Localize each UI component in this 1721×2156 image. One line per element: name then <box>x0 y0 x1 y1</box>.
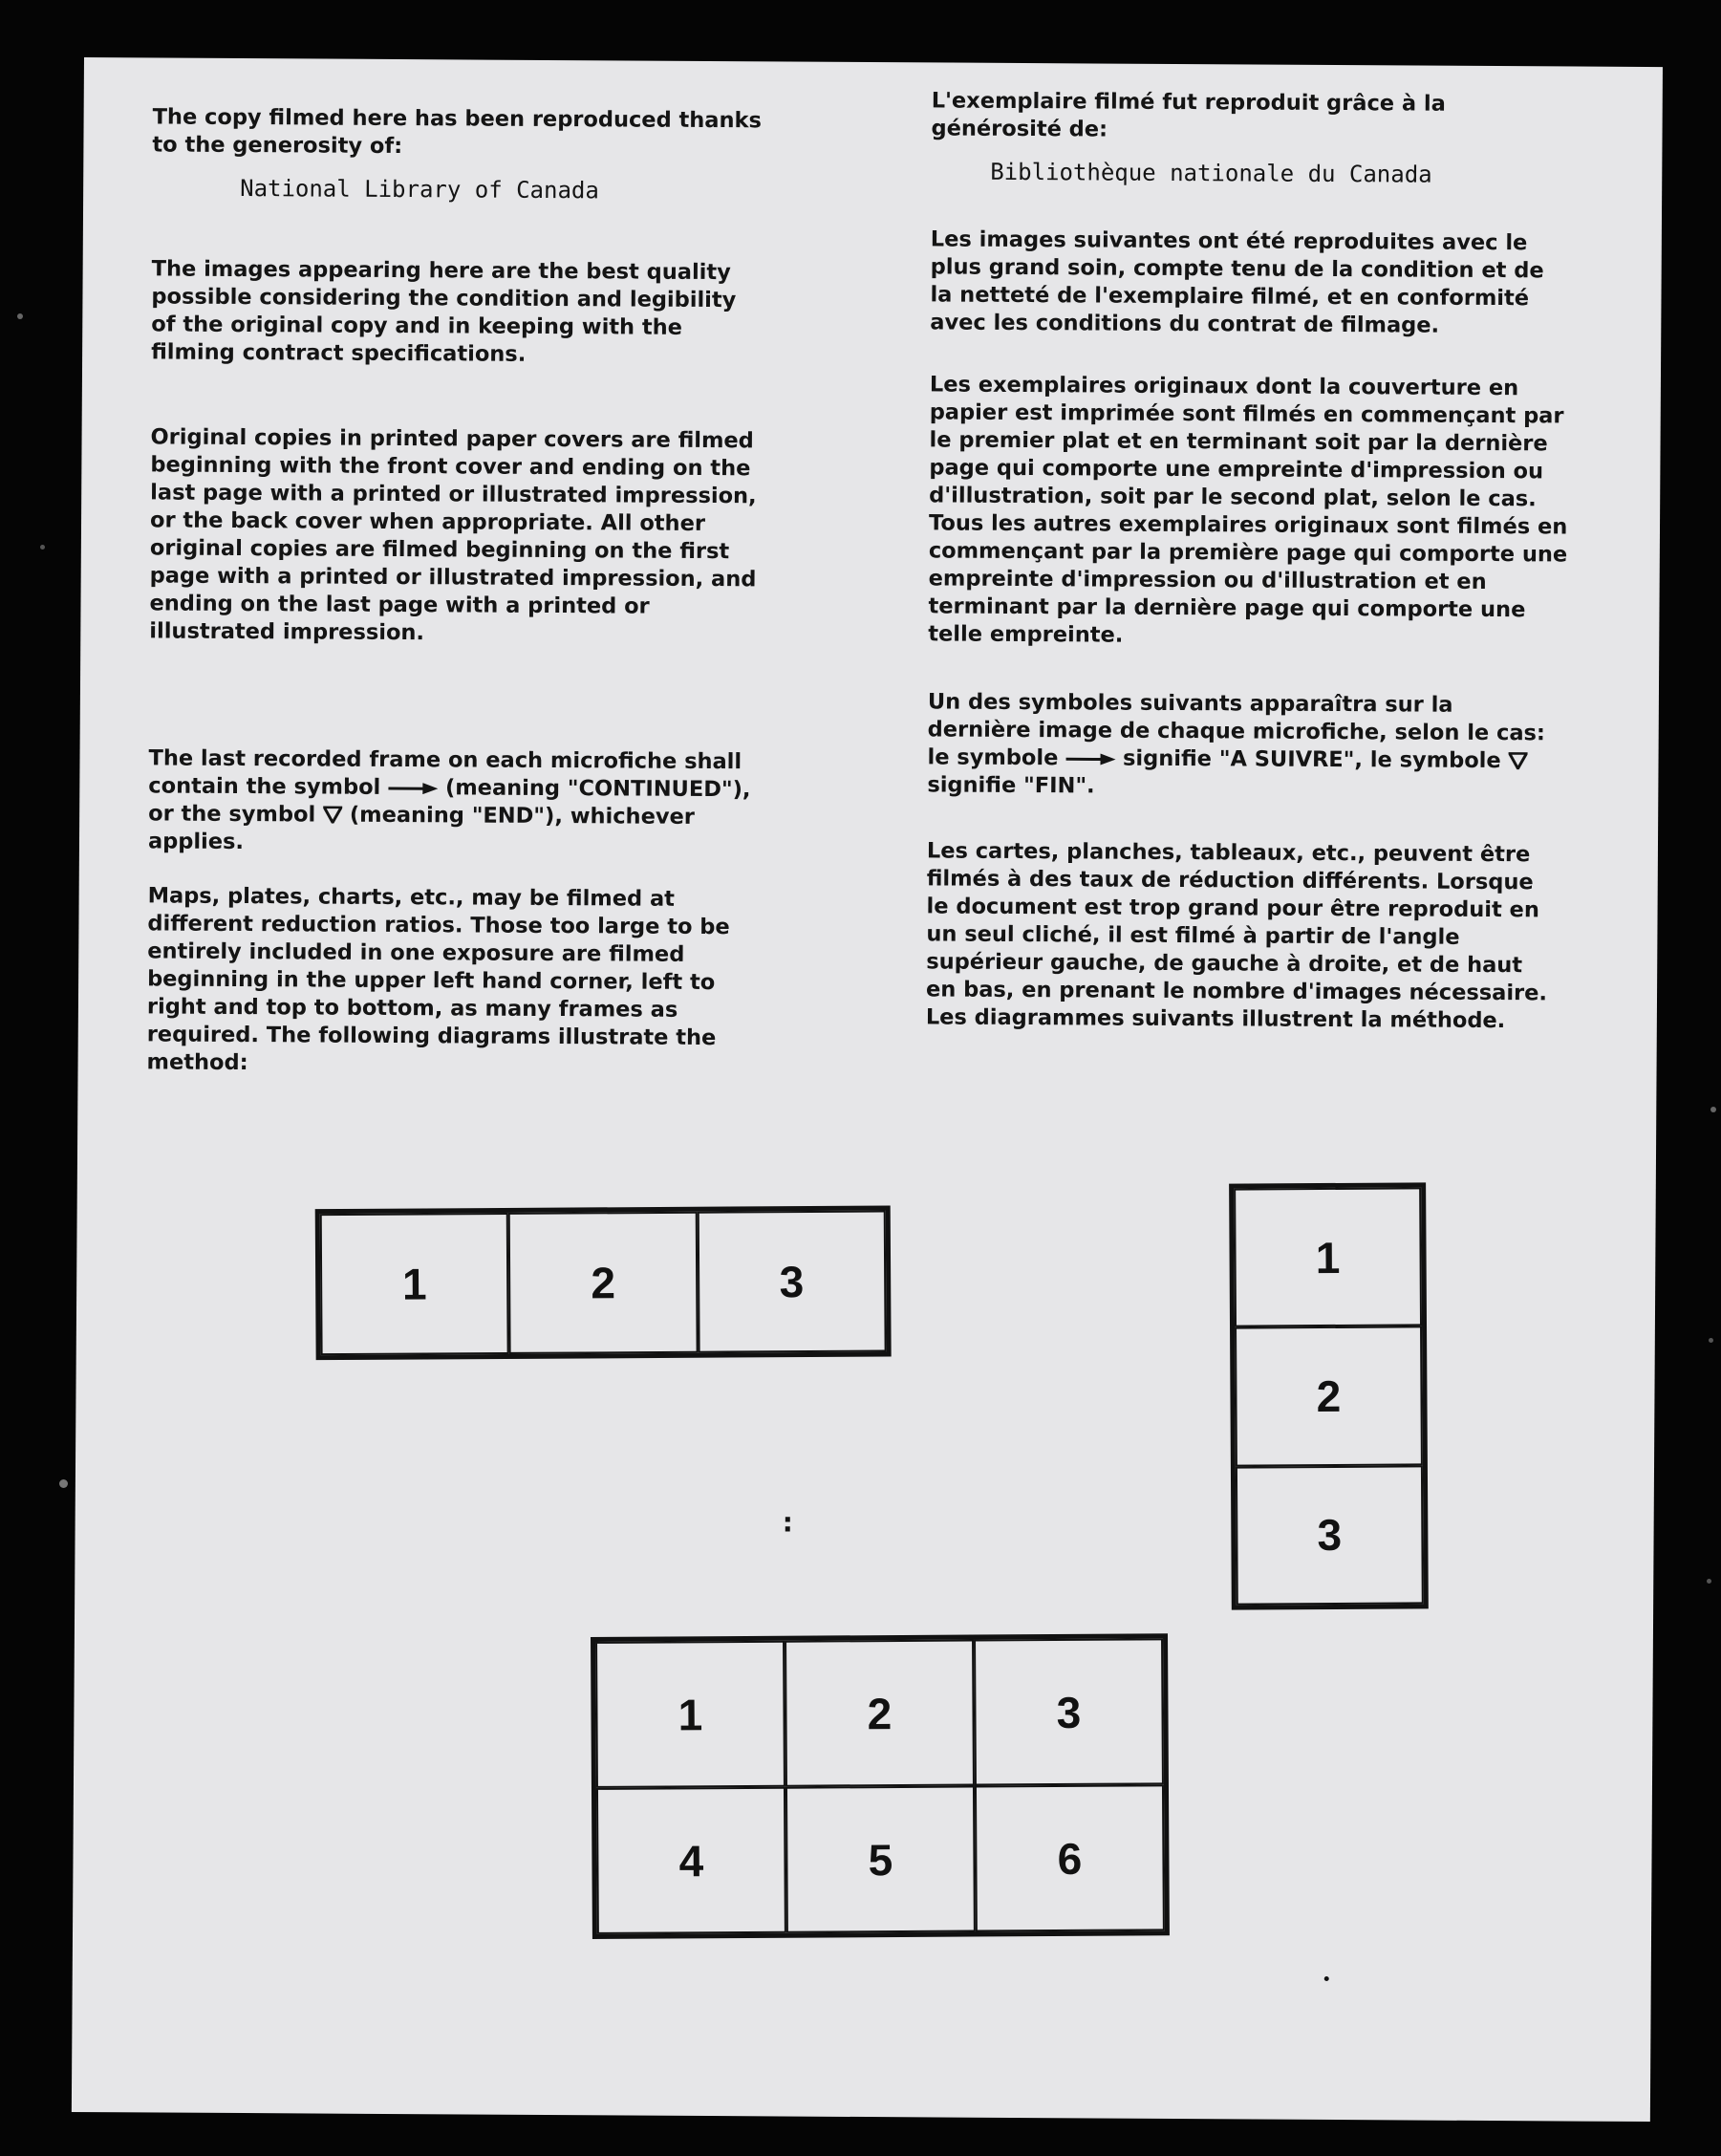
symbols-b: signifie "A SUIVRE", le symbole <box>1123 745 1501 774</box>
library-name-fr: Bibliothèque nationale du Canada <box>990 158 1432 188</box>
speck <box>59 1479 68 1488</box>
diagram-horizontal <box>315 1206 892 1361</box>
intro-text-en: The copy filmed here has been reproduced thanks to the generosity of: <box>152 104 762 160</box>
frame-cell: 3 <box>1236 1465 1424 1606</box>
last-frame-b: (meaning "CONTINUED"), or the symbol <box>148 775 751 828</box>
frame-cell: 1 <box>1234 1187 1422 1327</box>
quality-text-fr: Les images suivantes ont été reproduites avec le plus grand soin, compte tenu de la condition et de la netteté de l'exemplaire filmé, et en conformité avec les conditions du contrat de filmage. <box>930 226 1544 338</box>
speck <box>1710 1107 1716 1112</box>
frame-cell: 2 <box>785 1640 975 1787</box>
french-column <box>926 87 1601 1035</box>
right-arrow-icon <box>1065 753 1115 765</box>
frame-cell: 2 <box>508 1212 698 1354</box>
speck <box>1324 1976 1329 1981</box>
symbols-a: Un des symboles suivants apparaîtra sur la dernière image de chaque microfiche, selon le cas: le symbole <box>927 689 1546 771</box>
library-name-en: National Library of Canada <box>240 174 599 205</box>
symbols-c: signifie "FIN". <box>927 772 1095 799</box>
down-triangle-icon <box>1508 752 1527 769</box>
original-copies-text-en: Original copies in printed paper covers are filmed beginning with the front cover and ending on the last page with a printed or illustrated impression, or the back cover when appropriate. All other original copies are filmed beginning on the first page with a printed or illustrated impression, and ending on the last page with a printed or illustrated impression. <box>149 424 757 646</box>
speck <box>17 313 23 319</box>
right-arrow-icon <box>388 782 438 793</box>
maps-text-en: Maps, plates, charts, etc., may be filmed at different reduction ratios. Those too large to be entirely included in one exposure are filmed beginning in the upper left hand corner, left to right and top to bottom, as many frames as required. The following diagrams illustrate the method: <box>146 883 730 1076</box>
frame-cell: 1 <box>595 1641 785 1788</box>
symbols-text-fr <box>927 688 1549 803</box>
quality-text-en: The images appearing here are the best quality possible considering the condition and legibility of the original copy and in keeping with the filming contract specifications. <box>151 256 737 367</box>
speck <box>1709 1338 1713 1343</box>
stray-mark: : <box>782 1506 793 1539</box>
last-frame-text-en <box>148 744 761 859</box>
frame-cell: 3 <box>697 1211 886 1353</box>
diagram-grid <box>591 1633 1170 1939</box>
maps-text-fr: Les cartes, planches, tableaux, etc., peuvent être filmés à des taux de réduction différents. Lorsque le document est trop grand pour être reproduit en un seul cliché, il est filmé à partir de l'angle supérieur gauche, de gauche à droite, et de haut en bas, en prenant le nombre d'images nécessaire. Les diagrammes suivants illustrent la méthode. <box>925 838 1548 1034</box>
frame-cell: 2 <box>1235 1326 1423 1467</box>
frame-cell: 1 <box>320 1213 509 1355</box>
intro-text-fr: L'exemplaire filmé fut reproduit grâce à la générosité de: <box>931 88 1446 142</box>
last-frame-a: The last recorded frame on each microfiche shall contain the symbol <box>148 745 742 800</box>
speck <box>1707 1579 1711 1584</box>
diagram-vertical <box>1229 1182 1429 1609</box>
frame-cell: 5 <box>785 1786 976 1933</box>
down-triangle-icon <box>323 807 342 824</box>
last-frame-c: (meaning "END"), whichever applies. <box>147 802 695 855</box>
speck <box>40 545 45 550</box>
original-copies-text-fr: Les exemplaires originaux dont la couverture en papier est imprimée sont filmés en commençant par le premier plat et en terminant soit par la dernière page qui comporte une empreinte d'impression ou d'illustration, soit par le second plat, selon le cas. Tous les autres exemplaires originaux sont filmés en commençant par la première page qui comporte une empreinte d'impression ou d'illustration et en terminant par la dernière page qui comporte une telle empreinte. <box>928 372 1568 648</box>
microfiche-target-page <box>72 57 1663 2122</box>
english-column <box>146 103 821 1080</box>
frame-cell: 6 <box>975 1784 1165 1931</box>
frame-cell: 3 <box>974 1638 1164 1785</box>
frame-cell: 4 <box>596 1787 786 1934</box>
